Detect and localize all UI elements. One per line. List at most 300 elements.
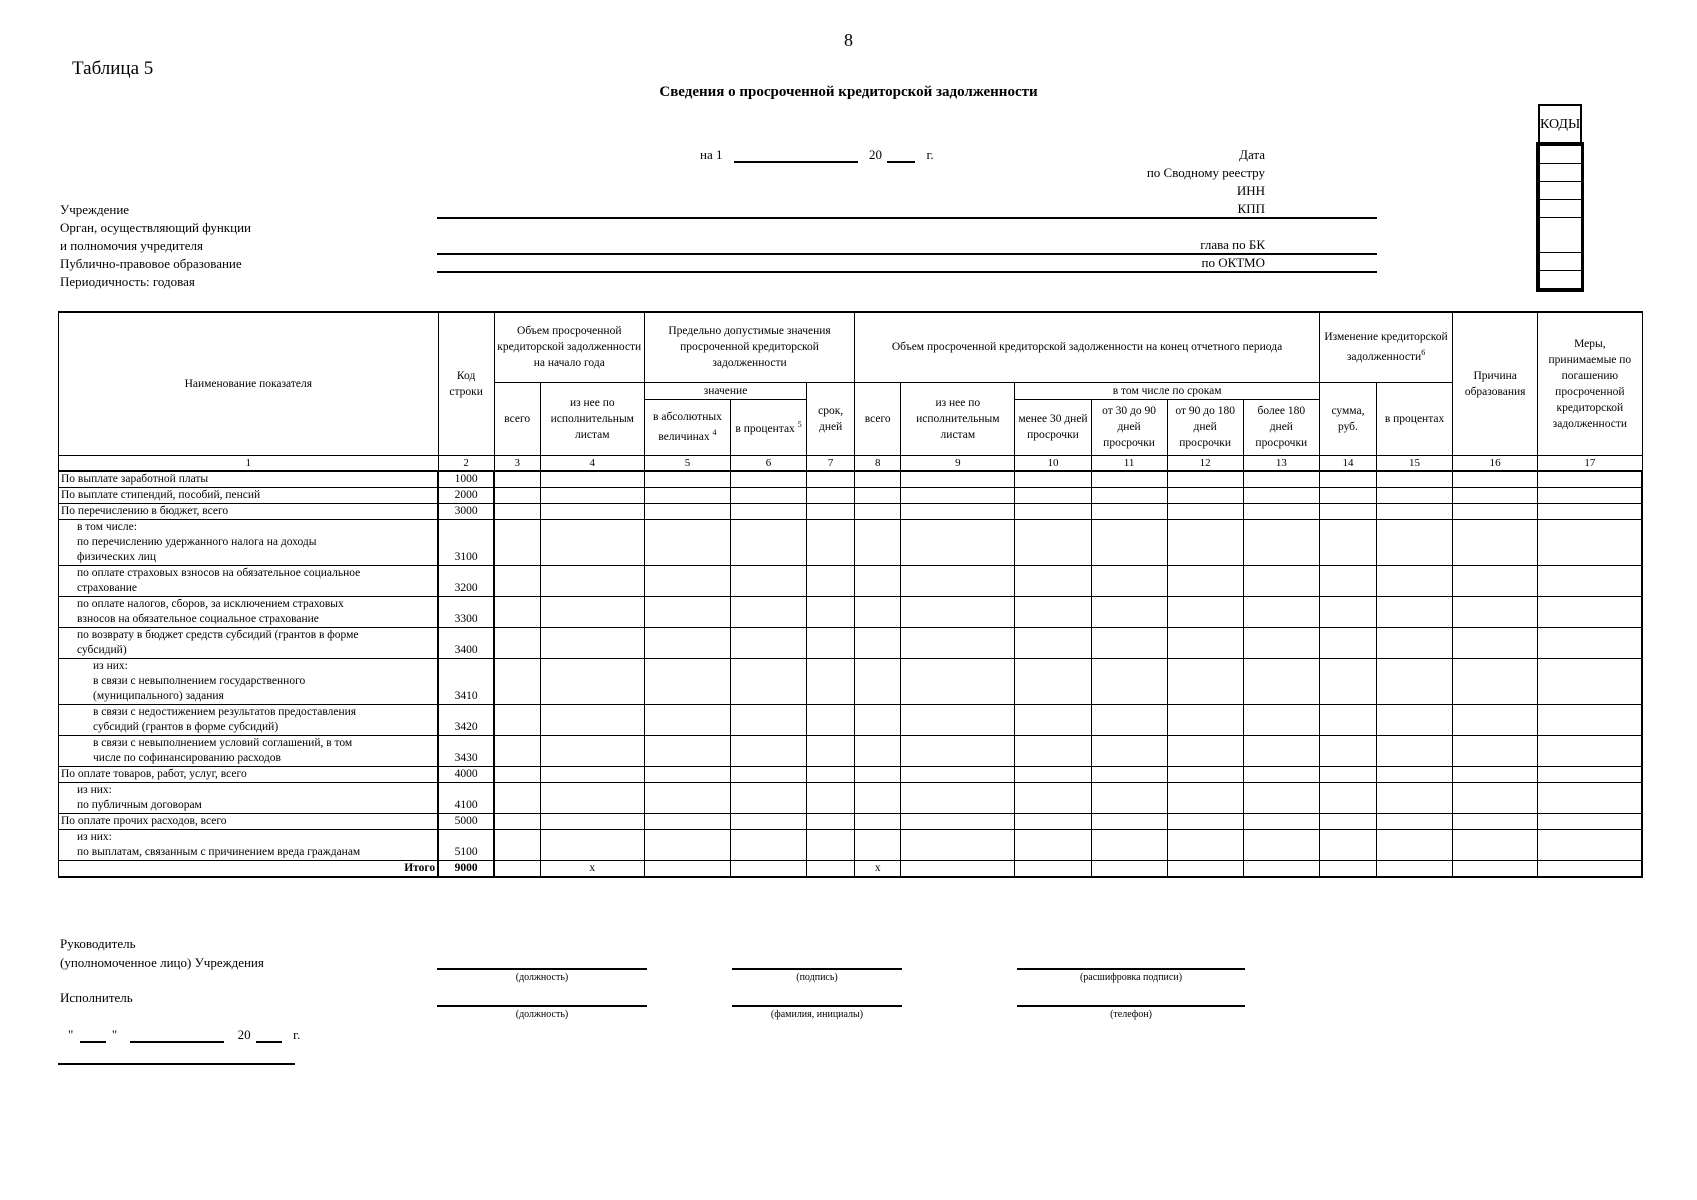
- total-cell-col-6[interactable]: [731, 860, 807, 877]
- data-cell-col-12[interactable]: [1167, 658, 1243, 704]
- data-cell-col-10[interactable]: [1015, 471, 1091, 488]
- bottom-date-year-field[interactable]: [256, 1029, 282, 1043]
- data-cell-col-14[interactable]: [1319, 519, 1376, 565]
- data-cell-col-16[interactable]: [1453, 519, 1538, 565]
- data-cell-col-7[interactable]: [807, 596, 855, 627]
- data-cell-col-14[interactable]: [1319, 503, 1376, 519]
- table-row: [59, 766, 1643, 782]
- data-cell-col-16[interactable]: [1453, 596, 1538, 627]
- data-cell-col-3[interactable]: [494, 782, 540, 813]
- data-cell-col-5[interactable]: [644, 813, 730, 829]
- data-cell-col-11[interactable]: [1091, 813, 1167, 829]
- data-cell-col-17[interactable]: [1538, 596, 1642, 627]
- data-cell-col-8[interactable]: [855, 829, 901, 860]
- data-cell-col-10[interactable]: [1015, 658, 1091, 704]
- data-cell-col-9[interactable]: [901, 704, 1015, 735]
- data-cell-col-9[interactable]: [901, 565, 1015, 596]
- data-cell-col-4[interactable]: [540, 766, 644, 782]
- data-cell-col-13[interactable]: [1243, 503, 1319, 519]
- data-cell-col-15[interactable]: [1376, 766, 1452, 782]
- data-cell-col-14[interactable]: [1319, 565, 1376, 596]
- data-cell-col-14[interactable]: [1319, 782, 1376, 813]
- code-label-oktmo: по ОКТМО: [1201, 255, 1265, 270]
- total-cell-col-7[interactable]: [807, 860, 855, 877]
- data-cell-col-17[interactable]: [1538, 565, 1642, 596]
- data-cell-col-14[interactable]: [1319, 627, 1376, 658]
- row-name-line: По выплате стипендий, пособий, пенсий: [61, 488, 261, 501]
- col-head-code: Код строки: [438, 312, 494, 455]
- data-cell-col-12[interactable]: [1167, 829, 1243, 860]
- data-cell-col-16[interactable]: [1453, 766, 1538, 782]
- data-cell-col-9[interactable]: [901, 829, 1015, 860]
- data-cell-col-13[interactable]: [1243, 565, 1319, 596]
- date-year-field[interactable]: [887, 149, 915, 163]
- data-cell-col-10[interactable]: [1015, 519, 1091, 565]
- data-cell-col-6[interactable]: [731, 813, 807, 829]
- data-cell-col-14[interactable]: [1319, 829, 1376, 860]
- data-cell-col-14[interactable]: [1319, 735, 1376, 766]
- executor-name-caption: (фамилия, инициалы): [770, 1009, 864, 1020]
- data-cell-col-6[interactable]: [731, 704, 807, 735]
- data-cell-col-9[interactable]: [901, 735, 1015, 766]
- col-head-absolute: [644, 399, 730, 455]
- data-cell-col-8[interactable]: [855, 735, 901, 766]
- data-cell-col-11[interactable]: [1091, 565, 1167, 596]
- data-cell-col-3[interactable]: [494, 766, 540, 782]
- total-label: Итого: [59, 860, 439, 877]
- data-cell-col-11[interactable]: [1091, 627, 1167, 658]
- row-code-cell: 5100: [438, 829, 494, 860]
- data-cell-col-7[interactable]: [807, 813, 855, 829]
- data-cell-col-3[interactable]: [494, 596, 540, 627]
- data-cell-col-7[interactable]: [807, 487, 855, 503]
- bottom-rule: [58, 1063, 295, 1065]
- data-cell-col-6[interactable]: [731, 782, 807, 813]
- data-cell-col-8[interactable]: [855, 503, 901, 519]
- row-name-line: По перечислению в бюджет, всего: [61, 504, 229, 517]
- data-cell-col-15[interactable]: [1376, 519, 1452, 565]
- data-cell-col-4[interactable]: [540, 782, 644, 813]
- data-cell-col-13[interactable]: [1243, 596, 1319, 627]
- data-cell-col-3[interactable]: [494, 658, 540, 704]
- data-cell-col-13[interactable]: [1243, 766, 1319, 782]
- data-cell-col-11[interactable]: [1091, 704, 1167, 735]
- data-cell-col-15[interactable]: [1376, 487, 1452, 503]
- data-cell-col-17[interactable]: [1538, 519, 1642, 565]
- col-head-change: [1319, 312, 1452, 382]
- row-code-cell: 4100: [438, 782, 494, 813]
- data-cell-col-16[interactable]: [1453, 735, 1538, 766]
- date-day-month-field[interactable]: [734, 149, 858, 163]
- data-cell-col-8[interactable]: [855, 519, 901, 565]
- data-cell-col-9[interactable]: [901, 627, 1015, 658]
- data-cell-col-4[interactable]: [540, 704, 644, 735]
- column-number-cell: 11: [1091, 455, 1167, 471]
- data-cell-col-12[interactable]: [1167, 766, 1243, 782]
- data-cell-col-8[interactable]: [855, 471, 901, 488]
- data-cell-col-8[interactable]: [855, 813, 901, 829]
- total-cell-col-15[interactable]: [1376, 860, 1452, 877]
- row-name-cell: [59, 565, 439, 596]
- data-cell-col-10[interactable]: [1015, 627, 1091, 658]
- data-cell-col-15[interactable]: [1376, 565, 1452, 596]
- data-cell-col-4[interactable]: [540, 829, 644, 860]
- data-cell-col-12[interactable]: [1167, 627, 1243, 658]
- code-label-registry: по Сводному реестру: [1146, 165, 1265, 180]
- data-cell-col-3[interactable]: [494, 829, 540, 860]
- data-cell-col-5[interactable]: [644, 596, 730, 627]
- data-cell-col-11[interactable]: [1091, 596, 1167, 627]
- data-cell-col-14[interactable]: [1319, 766, 1376, 782]
- data-cell-col-8[interactable]: [855, 596, 901, 627]
- data-cell-col-6[interactable]: [731, 658, 807, 704]
- data-cell-col-3[interactable]: [494, 471, 540, 488]
- data-cell-col-5[interactable]: [644, 782, 730, 813]
- data-cell-col-17[interactable]: [1538, 829, 1642, 860]
- data-cell-col-4[interactable]: [540, 813, 644, 829]
- data-cell-col-7[interactable]: [807, 627, 855, 658]
- data-cell-col-4[interactable]: [540, 735, 644, 766]
- row-name-line: по перечислению удержанного налога на доходы: [77, 535, 317, 548]
- data-cell-col-13[interactable]: [1243, 471, 1319, 488]
- data-cell-col-12[interactable]: [1167, 565, 1243, 596]
- row-name-line: в том числе:: [77, 520, 137, 533]
- data-cell-col-5[interactable]: [644, 503, 730, 519]
- data-cell-col-16[interactable]: [1453, 813, 1538, 829]
- data-cell-col-11[interactable]: [1091, 471, 1167, 488]
- data-cell-col-5[interactable]: [644, 471, 730, 488]
- data-cell-col-10[interactable]: [1015, 503, 1091, 519]
- data-cell-col-11[interactable]: [1091, 503, 1167, 519]
- code-cell-date[interactable]: [1539, 145, 1581, 164]
- data-cell-col-13[interactable]: [1243, 735, 1319, 766]
- table-row: [59, 503, 1643, 519]
- data-cell-col-7[interactable]: [807, 519, 855, 565]
- table-row: [59, 704, 1643, 735]
- data-cell-col-16[interactable]: [1453, 565, 1538, 596]
- data-cell-col-5[interactable]: [644, 519, 730, 565]
- data-cell-col-15[interactable]: [1376, 782, 1452, 813]
- data-cell-col-14[interactable]: [1319, 596, 1376, 627]
- row-name-line: из них:: [77, 783, 112, 796]
- data-cell-col-3[interactable]: [494, 813, 540, 829]
- data-cell-col-6[interactable]: [731, 519, 807, 565]
- data-cell-col-8[interactable]: [855, 627, 901, 658]
- signature-date-line: [68, 1027, 300, 1043]
- data-cell-col-16[interactable]: [1453, 503, 1538, 519]
- row-name-line: числе по софинансированию расходов: [93, 751, 281, 764]
- data-cell-col-5[interactable]: [644, 766, 730, 782]
- total-cell-col-17[interactable]: [1538, 860, 1642, 877]
- row-name-line: субсидий): [77, 643, 127, 656]
- data-cell-col-3[interactable]: [494, 704, 540, 735]
- data-cell-col-11[interactable]: [1091, 766, 1167, 782]
- col-head-lt30: менее 30 дней просрочки: [1015, 399, 1091, 455]
- data-cell-col-12[interactable]: [1167, 813, 1243, 829]
- data-cell-col-10[interactable]: [1015, 829, 1091, 860]
- report-date-line: [700, 147, 934, 163]
- row-name-cell: [59, 658, 439, 704]
- col-head-measures: Меры, принимаемые по погашению просроченной кредиторской задолженности: [1538, 312, 1642, 455]
- data-cell-col-10[interactable]: [1015, 596, 1091, 627]
- row-name-line: (муниципального) задания: [93, 689, 224, 702]
- data-cell-col-11[interactable]: [1091, 782, 1167, 813]
- head-decoding-line[interactable]: [1017, 968, 1245, 970]
- data-cell-col-17[interactable]: [1538, 627, 1642, 658]
- data-cell-col-6[interactable]: [731, 766, 807, 782]
- data-cell-col-17[interactable]: [1538, 503, 1642, 519]
- data-cell-col-12[interactable]: [1167, 503, 1243, 519]
- data-cell-col-15[interactable]: [1376, 471, 1452, 488]
- data-cell-col-14[interactable]: [1319, 487, 1376, 503]
- code-cell-registry[interactable]: [1539, 164, 1581, 182]
- data-cell-col-17[interactable]: [1538, 735, 1642, 766]
- data-cell-col-10[interactable]: [1015, 813, 1091, 829]
- head-signature-line[interactable]: [732, 968, 902, 970]
- total-cell-col-9[interactable]: [901, 860, 1015, 877]
- data-cell-col-3[interactable]: [494, 565, 540, 596]
- data-cell-col-17[interactable]: [1538, 471, 1642, 488]
- data-cell-col-6[interactable]: [731, 487, 807, 503]
- data-cell-col-7[interactable]: [807, 658, 855, 704]
- data-cell-col-15[interactable]: [1376, 829, 1452, 860]
- data-cell-col-7[interactable]: [807, 766, 855, 782]
- data-cell-col-7[interactable]: [807, 782, 855, 813]
- row-code-cell: 5000: [438, 813, 494, 829]
- data-cell-col-7[interactable]: [807, 829, 855, 860]
- head-position-caption: (должность): [515, 972, 569, 983]
- data-cell-col-8[interactable]: [855, 766, 901, 782]
- data-cell-col-3[interactable]: [494, 487, 540, 503]
- row-name-cell: [59, 813, 439, 829]
- data-cell-col-13[interactable]: [1243, 782, 1319, 813]
- data-cell-col-9[interactable]: [901, 519, 1015, 565]
- data-cell-col-5[interactable]: [644, 704, 730, 735]
- data-cell-col-17[interactable]: [1538, 487, 1642, 503]
- data-cell-col-14[interactable]: [1319, 658, 1376, 704]
- data-cell-col-15[interactable]: [1376, 735, 1452, 766]
- data-cell-col-3[interactable]: [494, 735, 540, 766]
- data-cell-col-9[interactable]: [901, 782, 1015, 813]
- data-cell-col-8[interactable]: [855, 565, 901, 596]
- code-cell-kpp[interactable]: [1539, 200, 1581, 218]
- total-cell-col-3[interactable]: [494, 860, 540, 877]
- data-cell-col-6[interactable]: [731, 829, 807, 860]
- row-code-cell: 4000: [438, 766, 494, 782]
- data-cell-col-4[interactable]: [540, 565, 644, 596]
- total-cell-col-10[interactable]: [1015, 860, 1091, 877]
- data-cell-col-10[interactable]: [1015, 704, 1091, 735]
- data-cell-col-4[interactable]: [540, 596, 644, 627]
- data-cell-col-5[interactable]: [644, 627, 730, 658]
- data-cell-col-6[interactable]: [731, 627, 807, 658]
- data-cell-col-6[interactable]: [731, 503, 807, 519]
- data-cell-col-5[interactable]: [644, 487, 730, 503]
- data-cell-col-7[interactable]: [807, 704, 855, 735]
- data-cell-col-13[interactable]: [1243, 487, 1319, 503]
- data-cell-col-8[interactable]: [855, 782, 901, 813]
- data-cell-col-9[interactable]: [901, 596, 1015, 627]
- data-cell-col-4[interactable]: [540, 519, 644, 565]
- row-name-line: в связи с недостижением результатов предоставления: [93, 705, 357, 718]
- head-position-line[interactable]: [437, 968, 647, 970]
- bottom-date-day-field[interactable]: [80, 1029, 106, 1043]
- data-cell-col-16[interactable]: [1453, 471, 1538, 488]
- data-cell-col-14[interactable]: [1319, 704, 1376, 735]
- table-row: [59, 735, 1643, 766]
- row-name-line: из них:: [93, 659, 128, 672]
- code-cell-inn[interactable]: [1539, 182, 1581, 200]
- data-cell-col-17[interactable]: [1538, 782, 1642, 813]
- bottom-date-quote-close: ": [111, 1027, 118, 1042]
- data-cell-col-10[interactable]: [1015, 782, 1091, 813]
- data-cell-col-5[interactable]: [644, 565, 730, 596]
- column-number-cell: 5: [644, 455, 730, 471]
- data-cell-col-11[interactable]: [1091, 829, 1167, 860]
- data-cell-col-9[interactable]: [901, 487, 1015, 503]
- col-head-start-exec: из нее по исполнительным листам: [540, 382, 644, 455]
- data-cell-col-4[interactable]: [540, 658, 644, 704]
- data-cell-col-8[interactable]: [855, 704, 901, 735]
- table-row: [59, 813, 1643, 829]
- data-cell-col-7[interactable]: [807, 503, 855, 519]
- data-cell-col-3[interactable]: [494, 503, 540, 519]
- data-cell-col-12[interactable]: [1167, 471, 1243, 488]
- data-cell-col-15[interactable]: [1376, 627, 1452, 658]
- total-cell-col-5[interactable]: [644, 860, 730, 877]
- code-cell-oktmo[interactable]: [1539, 253, 1581, 271]
- executor-position-line[interactable]: [437, 1005, 647, 1007]
- data-cell-col-14[interactable]: [1319, 471, 1376, 488]
- data-cell-col-3[interactable]: [494, 627, 540, 658]
- total-cell-col-11[interactable]: [1091, 860, 1167, 877]
- data-cell-col-4[interactable]: [540, 471, 644, 488]
- data-cell-col-5[interactable]: [644, 658, 730, 704]
- data-cell-col-9[interactable]: [901, 766, 1015, 782]
- data-cell-col-14[interactable]: [1319, 813, 1376, 829]
- data-cell-col-16[interactable]: [1453, 658, 1538, 704]
- data-cell-col-13[interactable]: [1243, 813, 1319, 829]
- executor-phone-line[interactable]: [1017, 1005, 1245, 1007]
- data-cell-col-6[interactable]: [731, 596, 807, 627]
- row-name-line: по выплатам, связанным с причинением вреда гражданам: [77, 845, 361, 858]
- data-cell-col-17[interactable]: [1538, 658, 1642, 704]
- data-cell-col-13[interactable]: [1243, 829, 1319, 860]
- col-head-percent-text: в процентах: [735, 422, 795, 435]
- data-cell-col-13[interactable]: [1243, 519, 1319, 565]
- data-cell-col-11[interactable]: [1091, 658, 1167, 704]
- executor-name-line[interactable]: [732, 1005, 902, 1007]
- data-cell-col-15[interactable]: [1376, 658, 1452, 704]
- data-cell-col-17[interactable]: [1538, 766, 1642, 782]
- data-cell-col-16[interactable]: [1453, 782, 1538, 813]
- data-cell-col-11[interactable]: [1091, 735, 1167, 766]
- row-name-line: в связи с невыполнением государственного: [93, 674, 306, 687]
- bottom-date-month-field[interactable]: [130, 1029, 224, 1043]
- col-head-terms: в том числе по срокам: [1015, 382, 1320, 399]
- code-cell-extra[interactable]: [1539, 271, 1581, 289]
- data-cell-col-3[interactable]: [494, 519, 540, 565]
- data-cell-col-12[interactable]: [1167, 704, 1243, 735]
- data-cell-col-11[interactable]: [1091, 487, 1167, 503]
- col-head-end-total: всего: [855, 382, 901, 455]
- code-cell-bk[interactable]: [1539, 218, 1581, 253]
- table-row: [59, 782, 1643, 813]
- data-cell-col-16[interactable]: [1453, 487, 1538, 503]
- data-cell-col-11[interactable]: [1091, 519, 1167, 565]
- data-cell-col-9[interactable]: [901, 813, 1015, 829]
- row-name-cell: [59, 766, 439, 782]
- data-cell-col-10[interactable]: [1015, 735, 1091, 766]
- data-cell-col-8[interactable]: [855, 487, 901, 503]
- column-number-cell: 6: [731, 455, 807, 471]
- data-cell-col-13[interactable]: [1243, 658, 1319, 704]
- data-cell-col-17[interactable]: [1538, 813, 1642, 829]
- column-numbers-row: [59, 455, 1643, 471]
- column-number-cell: 2: [438, 455, 494, 471]
- code-label-bk: глава по БК: [1200, 237, 1265, 252]
- data-cell-col-6[interactable]: [731, 735, 807, 766]
- data-cell-col-4[interactable]: [540, 503, 644, 519]
- data-cell-col-5[interactable]: [644, 829, 730, 860]
- data-cell-col-9[interactable]: [901, 471, 1015, 488]
- data-cell-col-10[interactable]: [1015, 487, 1091, 503]
- data-cell-col-7[interactable]: [807, 471, 855, 488]
- data-cell-col-4[interactable]: [540, 627, 644, 658]
- data-cell-col-7[interactable]: [807, 565, 855, 596]
- data-cell-col-9[interactable]: [901, 658, 1015, 704]
- total-cell-col-14[interactable]: [1319, 860, 1376, 877]
- data-cell-col-15[interactable]: [1376, 813, 1452, 829]
- data-cell-col-9[interactable]: [901, 503, 1015, 519]
- col-head-change-percent: в процентах: [1376, 382, 1452, 455]
- table-row: [59, 471, 1643, 488]
- total-cell-col-16[interactable]: [1453, 860, 1538, 877]
- data-cell-col-13[interactable]: [1243, 627, 1319, 658]
- data-cell-col-12[interactable]: [1167, 519, 1243, 565]
- total-cell-col-13[interactable]: [1243, 860, 1319, 877]
- data-cell-col-16[interactable]: [1453, 627, 1538, 658]
- data-cell-col-6[interactable]: [731, 565, 807, 596]
- data-cell-col-16[interactable]: [1453, 704, 1538, 735]
- data-cell-col-8[interactable]: [855, 658, 901, 704]
- col-head-start-volume: Объем просроченной кредиторской задолженности на начало года: [494, 312, 644, 382]
- table-row: [59, 596, 1643, 627]
- data-cell-col-17[interactable]: [1538, 704, 1642, 735]
- data-cell-col-12[interactable]: [1167, 735, 1243, 766]
- data-cell-col-12[interactable]: [1167, 487, 1243, 503]
- data-cell-col-5[interactable]: [644, 735, 730, 766]
- col-head-change-text: Изменение кредиторской задолженности: [1324, 331, 1448, 364]
- data-cell-col-6[interactable]: [731, 471, 807, 488]
- data-cell-col-16[interactable]: [1453, 829, 1538, 860]
- data-cell-col-15[interactable]: [1376, 503, 1452, 519]
- data-cell-col-12[interactable]: [1167, 782, 1243, 813]
- data-cell-col-15[interactable]: [1376, 596, 1452, 627]
- total-x-col-8: x: [855, 860, 901, 877]
- data-cell-col-4[interactable]: [540, 487, 644, 503]
- data-cell-col-12[interactable]: [1167, 596, 1243, 627]
- total-cell-col-12[interactable]: [1167, 860, 1243, 877]
- data-cell-col-13[interactable]: [1243, 704, 1319, 735]
- data-cell-col-10[interactable]: [1015, 565, 1091, 596]
- head-label-2: (уполномоченное лицо) Учреждения: [60, 955, 264, 970]
- data-cell-col-15[interactable]: [1376, 704, 1452, 735]
- col-head-term-days: срок, дней: [807, 382, 855, 455]
- total-code: 9000: [438, 860, 494, 877]
- data-cell-col-10[interactable]: [1015, 766, 1091, 782]
- data-cell-col-7[interactable]: [807, 735, 855, 766]
